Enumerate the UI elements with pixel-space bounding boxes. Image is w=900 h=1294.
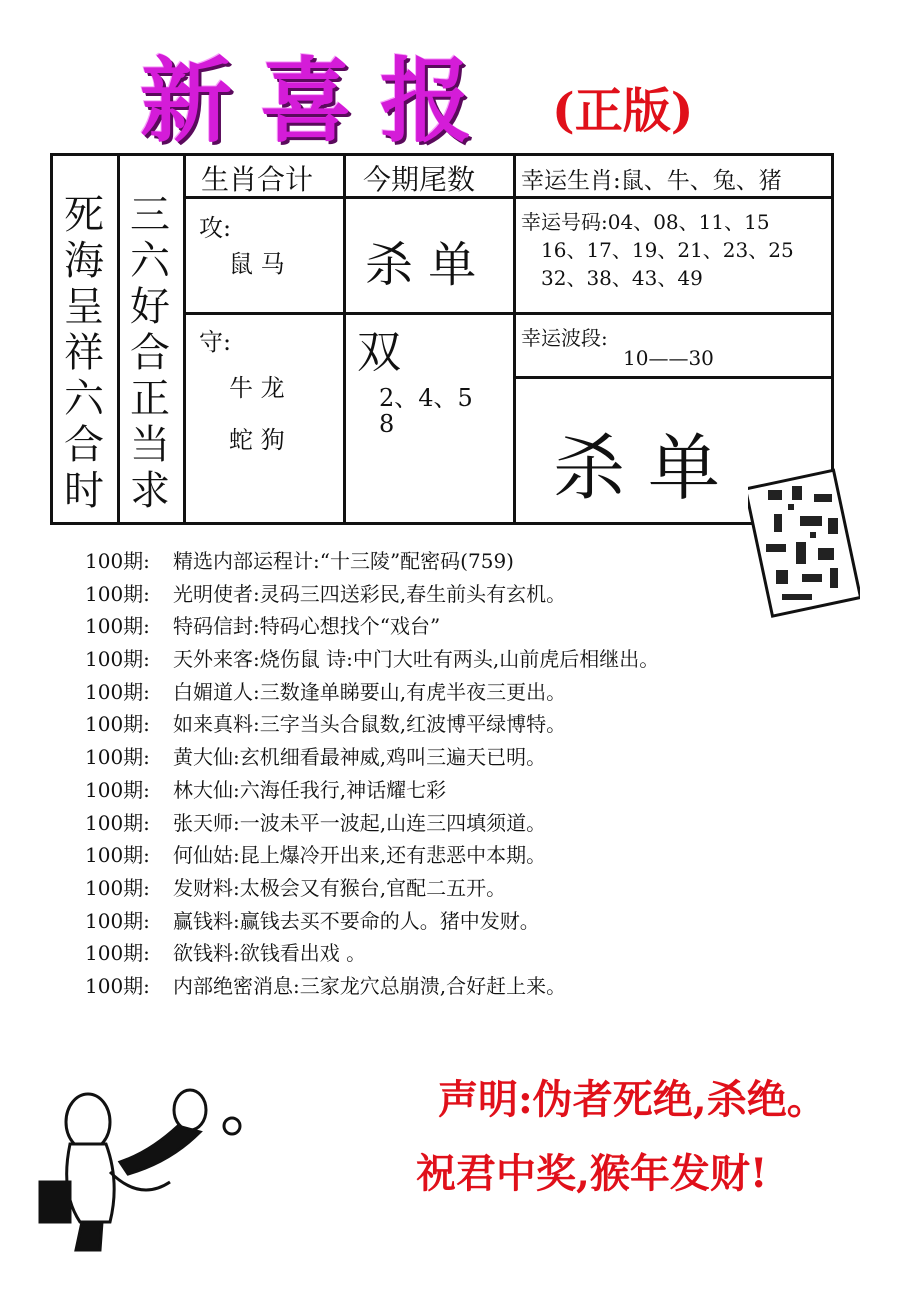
prediction-period: 100期: (85, 614, 150, 639)
prediction-text: 发财料:太极会又有猴台,官配二五开。 (173, 875, 507, 900)
header-tail-number: 今期尾数 (363, 163, 476, 196)
wish-text: 祝君中奖,猴年发财! (416, 1150, 768, 1197)
prediction-period: 100期: (85, 908, 150, 933)
prediction-text: 何仙姑:昆上爆冷开出来,还有悲恶中本期。 (173, 843, 547, 868)
prediction-text: 白媚道人:三数逢单睇要山,有虎半夜三更出。 (173, 679, 567, 704)
attack-animals: 鼠 马 (229, 250, 285, 278)
prediction-period: 100期: (85, 549, 150, 573)
prediction-row (85, 545, 865, 578)
header-zodiac-total: 生肖合计 (201, 163, 314, 196)
prediction-period: 100期: (85, 777, 150, 802)
tail-parity: 双 (357, 327, 401, 378)
prediction-text: 天外来客:烧伤鼠 诗:中门大吐有两头,山前虎后相继出。 (173, 647, 660, 672)
prediction-text: 林大仙:六海任我行,神话耀七彩 (173, 777, 447, 802)
prediction-text: 张天师:一波未平一波起,山连三四填须道。 (173, 810, 547, 835)
prediction-row (85, 708, 865, 741)
lucky-numbers-title: 幸运号码: (521, 210, 608, 234)
lucky-range-label: 幸运波段: (521, 326, 608, 350)
prediction-text: 黄大仙:玄机细看最神威,鸡叫三遍天已明。 (173, 745, 547, 770)
defense-label: 守: (199, 328, 232, 356)
tail-numbers-1: 2、4、5 (379, 384, 473, 412)
declaration-text: 声明:伪者死绝,杀绝。 (438, 1076, 827, 1123)
prediction-text: 内部绝密消息:三家龙穴总崩溃,合好赶上来。 (173, 973, 567, 998)
prediction-period: 100期: (85, 941, 150, 966)
lucky-numbers-line1: 04、08、11、15 (607, 210, 770, 234)
prediction-text: 赢钱料:赢钱去买不要命的人。猪中发财。 (173, 908, 540, 933)
prediction-row (85, 937, 865, 970)
header-lucky-zodiac: 幸运生肖:鼠、牛、兔、猪 (521, 168, 782, 194)
prediction-period: 100期: (85, 810, 150, 835)
prediction-text: 特码信封:特码心想找个“戏台” (173, 614, 441, 639)
prediction-row (85, 610, 865, 643)
prediction-period: 100期: (85, 875, 150, 900)
prediction-row (85, 643, 865, 676)
lucky-range-value: 10——30 (623, 346, 714, 370)
prediction-period: 100期: (85, 679, 150, 704)
lucky-numbers-label (521, 206, 770, 235)
edition-label: (正版) (552, 83, 694, 139)
prediction-text: 精选内部运程计:“十三陵”配密码(759) (173, 549, 514, 573)
tail-numbers-2: 8 (379, 410, 395, 438)
prediction-row (85, 970, 865, 1003)
defense-animals-1: 牛 龙 (229, 374, 285, 402)
lucky-numbers-line2: 16、17、19、21、23、25 (541, 238, 794, 262)
prediction-row (85, 774, 865, 807)
prediction-text: 如来真料:三字当头合鼠数,红波博平绿博特。 (173, 712, 567, 737)
defense-animals-2: 蛇 狗 (229, 426, 285, 454)
prediction-row (85, 839, 865, 872)
prediction-period: 100期: (85, 843, 150, 868)
prediction-row (85, 872, 865, 905)
prediction-row (85, 807, 865, 840)
prediction-period: 100期: (85, 647, 150, 672)
prediction-period: 100期: (85, 581, 150, 606)
attack-label: 攻: (199, 214, 232, 242)
cartoon-character-image (20, 1082, 255, 1257)
prediction-row (85, 578, 865, 611)
prediction-row (85, 676, 865, 709)
prediction-text: 光明使者:灵码三四送彩民,春生前头有玄机。 (173, 581, 567, 606)
prediction-period: 100期: (85, 712, 150, 737)
prediction-period: 100期: (85, 973, 150, 998)
prediction-period: 100期: (85, 745, 150, 770)
big-kill-text: 杀 单 (553, 426, 720, 510)
slogan-right-vertical: 三六好合正当求 (130, 192, 170, 514)
prediction-row (85, 905, 865, 938)
lucky-numbers-line3: 32、38、43、49 (541, 266, 703, 290)
prediction-table (50, 153, 834, 525)
prediction-text: 欲钱料:欲钱看出戏 。 (173, 941, 367, 966)
prediction-row (85, 741, 865, 774)
prediction-list (85, 545, 865, 1003)
slogan-left-vertical: 死海呈祥六合时 (64, 192, 104, 514)
tail-kill-text: 杀 单 (365, 237, 477, 293)
newspaper-title: 新喜报 (140, 47, 501, 155)
